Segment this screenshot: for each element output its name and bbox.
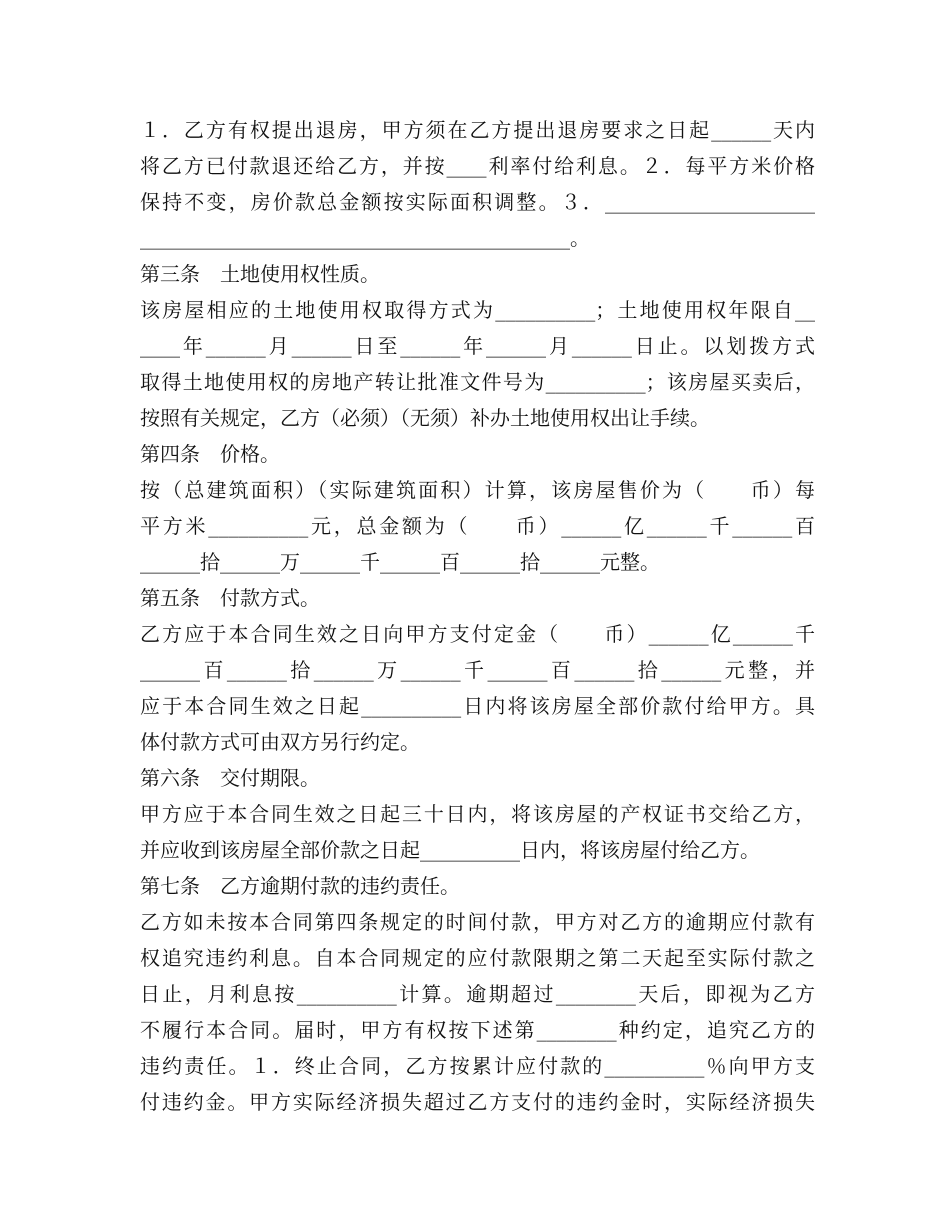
text-line-20: 甲方应于本合同生效之日起三十日内，将该房屋的产权证书交给乙方， <box>140 802 815 826</box>
text-line-12: 平方米__________元，总金额为（ 币）______亿______千______百 <box>140 514 815 538</box>
text-line-4: ___________________________________________。 <box>140 226 590 250</box>
section-heading-5: 第五条 付款方式。 <box>140 586 320 610</box>
text-line-16: ______百______拾______万______千______百______拾______元整，并 <box>140 658 815 682</box>
text-line-26: 不履行本合同。届时，甲方有权按下述第________种约定，追究乙方的 <box>140 1018 815 1042</box>
section-heading-4: 第四条 价格。 <box>140 442 280 466</box>
contract-page <box>140 112 815 1120</box>
text-line-17: 应于本合同生效之日起__________日内将该房屋全部价款付给甲方。具 <box>140 694 815 718</box>
text-line-11: 按（总建筑面积）（实际建筑面积）计算，该房屋售价为（ 币）每 <box>140 478 815 502</box>
text-line-1: １．乙方有权提出退房，甲方须在乙方提出退房要求之日起______天内 <box>140 118 815 142</box>
text-line-8: 取得土地使用权的房地产转让批准文件号为__________；该房屋买卖后， <box>140 370 815 394</box>
text-line-6: 该房屋相应的土地使用权取得方式为__________；土地使用权年限自__ <box>140 298 815 322</box>
text-line-18: 体付款方式可由双方另行约定。 <box>140 730 420 754</box>
text-line-27: 违约责任。１．终止合同，乙方按累计应付款的__________％向甲方支 <box>140 1054 815 1078</box>
text-line-23: 乙方如未按本合同第四条规定的时间付款，甲方对乙方的逾期应付款有 <box>140 910 815 934</box>
text-line-9: 按照有关规定，乙方（必须）（无须）补办土地使用权出让手续。 <box>140 406 710 430</box>
text-line-2: 将乙方已付款退还给乙方，并按____利率付给利息。２．每平方米价格 <box>140 154 815 178</box>
section-heading-6: 第六条 交付期限。 <box>140 766 320 790</box>
text-line-24: 权追究违约利息。自本合同规定的应付款限期之第二天起至实际付款之 <box>140 946 815 970</box>
text-line-25: 日止，月利息按__________计算。逾期超过________天后，即视为乙方 <box>140 982 815 1006</box>
section-heading-7: 第七条 乙方逾期付款的违约责任。 <box>140 874 460 898</box>
text-line-21: 并应收到该房屋全部价款之日起__________日内，将该房屋付给乙方。 <box>140 838 760 862</box>
section-heading-3: 第三条 土地使用权性质。 <box>140 262 380 286</box>
text-line-28: 付违约金。甲方实际经济损失超过乙方支付的违约金时，实际经济损失 <box>140 1090 815 1114</box>
text-line-7: ____年______月______日至______年______月______日止。以划拨方式 <box>140 334 815 358</box>
text-line-15: 乙方应于本合同生效之日向甲方支付定金（ 币）______亿______千 <box>140 622 815 646</box>
text-line-13: ______拾______万______千______百______拾______元整。 <box>140 550 660 574</box>
text-line-3: 保持不变，房价款总金额按实际面积调整。３．_____________________ <box>140 190 815 214</box>
